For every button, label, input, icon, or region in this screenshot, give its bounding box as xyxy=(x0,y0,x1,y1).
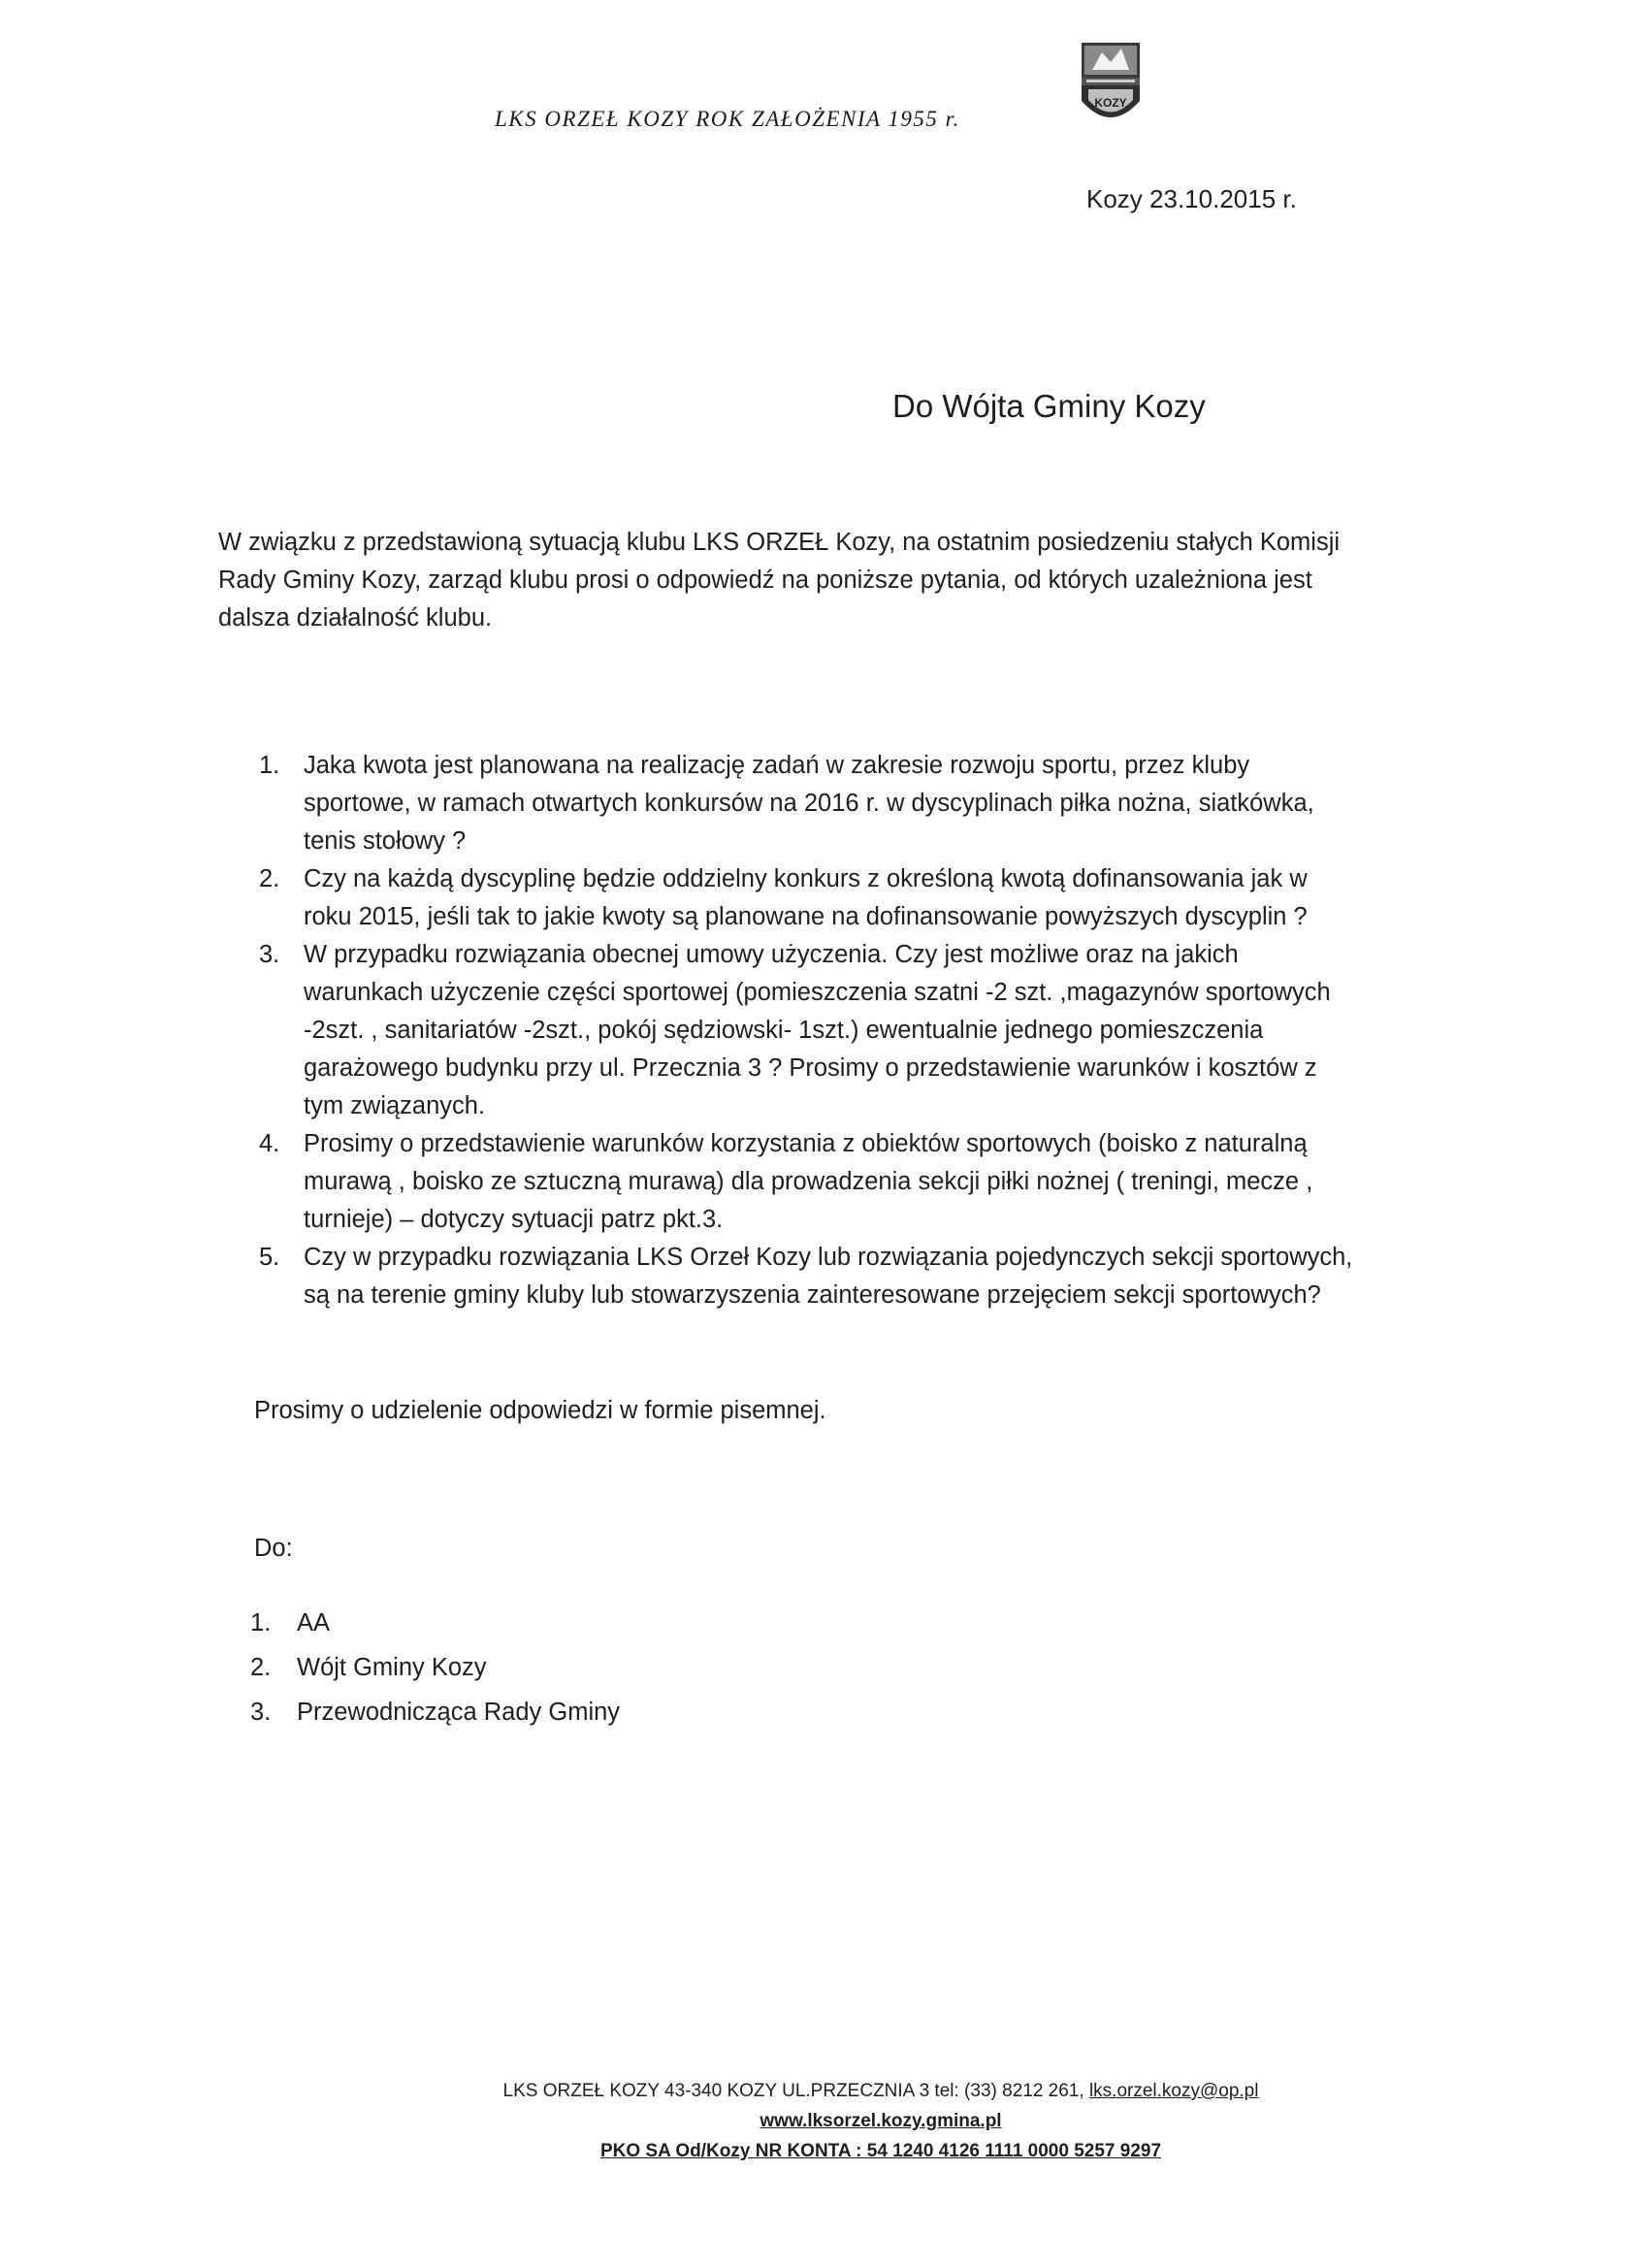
intro-line: W związku z przedstawioną sytuacją klubu LKS ORZEŁ Kozy, na ostatnim posiedzeniu stałych Komisji xyxy=(218,529,1341,556)
question-line: Jaka kwota jest planowana na realizację zadań w zakresie rozwoju sportu, przez kluby xyxy=(304,752,1250,779)
distribution-item xyxy=(250,1690,620,1734)
question-number: 2. xyxy=(259,865,280,892)
question-line: W przypadku rozwiązania obecnej umowy użyczenia. Czy jest możliwe oraz na jakich xyxy=(304,941,1239,968)
question-line: są na terenie gminy kluby lub stowarzyszenia zainteresowane przejęciem sekcji sportowych? xyxy=(304,1281,1321,1309)
footer-website-link[interactable]: www.lksorzel.kozy.gmina.pl xyxy=(760,2111,1002,2131)
distribution-number: 2. xyxy=(250,1654,272,1681)
distribution-item xyxy=(250,1645,620,1690)
distribution-label: Do: xyxy=(254,1535,293,1562)
question-line: Prosimy o przedstawienie warunków korzystania z obiektów sportowych (boisko z naturalną xyxy=(304,1130,1308,1157)
footer-email-link[interactable]: lks.orzel.kozy@op.pl xyxy=(1088,2081,1259,2101)
distribution-item xyxy=(250,1601,620,1645)
question-item xyxy=(247,1125,1450,1239)
question-line: tym związanych. xyxy=(304,1092,486,1119)
question-item xyxy=(247,860,1450,936)
question-number: 5. xyxy=(259,1244,280,1271)
question-number: 1. xyxy=(259,752,280,779)
question-line: Czy na każdą dyscyplinę będzie oddzielny konkurs z określoną kwotą dofinansowania jak w xyxy=(304,865,1308,892)
footer-contact-line xyxy=(56,2076,1649,2106)
question-line: murawą , boisko ze sztuczną murawą) dla prowadzenia sekcji piłki nożnej ( treningi, mecze , xyxy=(304,1168,1313,1195)
question-line: -2szt. , sanitariatów -2szt., pokój sędziowski- 1szt.) ewentualnie jednego pomieszczenia xyxy=(304,1017,1264,1044)
question-item xyxy=(247,1239,1450,1314)
question-line: tenis stołowy ? xyxy=(304,827,467,855)
question-line: roku 2015, jeśli tak to jakie kwoty są planowane na dofinansowanie powyższych dyscyplin ? xyxy=(304,903,1308,930)
letter-date: Kozy 23.10.2015 r. xyxy=(1086,184,1297,213)
questions-list xyxy=(247,747,1450,1314)
intro-line: Rady Gminy Kozy, zarząd klubu prosi o odpowiedź na poniższe pytania, od których uzależniona jest xyxy=(218,567,1312,594)
footer xyxy=(0,2076,1649,2166)
footer-address: LKS ORZEŁ KOZY 43-340 KOZY UL.PRZECZNIA 3 tel: (33) 8212 261, xyxy=(502,2081,1084,2101)
distribution-number: 1. xyxy=(250,1609,272,1636)
intro-line: dalsza działalność klubu. xyxy=(218,604,493,632)
question-line: garażowego budynku przy ul. Przecznia 3 ? Prosimy o przedstawienie warunków i kosztów z xyxy=(304,1054,1317,1082)
letterhead: LKS ORZEŁ KOZY ROK ZAŁOŻENIA 1955 r. xyxy=(495,107,960,131)
intro-paragraph xyxy=(218,524,1450,637)
question-number: 4. xyxy=(259,1130,280,1157)
question-number: 3. xyxy=(259,941,280,968)
recipient-heading: Do Wójta Gminy Kozy xyxy=(892,388,1206,424)
club-crest-icon xyxy=(1079,41,1143,136)
question-line: turnieje) – dotyczy sytuacji patrz pkt.3. xyxy=(304,1206,724,1233)
distribution-text: Przewodnicząca Rady Gminy xyxy=(297,1699,621,1726)
question-line: warunkach użyczenie części sportowej (pomieszczenia szatni -2 szt. ,magazynów sportowych xyxy=(304,979,1331,1006)
question-line: Czy w przypadku rozwiązania LKS Orzeł Kozy lub rozwiązania pojedynczych sekcji sportowych, xyxy=(304,1244,1353,1271)
closing-request: Prosimy o udzielenie odpowiedzi w formie pisemnej. xyxy=(254,1397,826,1424)
question-item xyxy=(247,936,1450,1125)
distribution-number: 3. xyxy=(250,1699,272,1726)
distribution-text: AA xyxy=(297,1609,331,1636)
question-line: sportowe, w ramach otwartych konkursów na 2016 r. w dyscyplinach piłka nożna, siatkówka, xyxy=(304,790,1314,817)
distribution-text: Wójt Gminy Kozy xyxy=(297,1654,487,1681)
footer-bank-account: PKO SA Od/Kozy NR KONTA : 54 1240 4126 1111 0000 5257 9297 xyxy=(599,2141,1162,2161)
question-item xyxy=(247,747,1450,860)
crest-caption: KOZY xyxy=(1094,96,1127,110)
distribution-list xyxy=(250,1601,620,1734)
